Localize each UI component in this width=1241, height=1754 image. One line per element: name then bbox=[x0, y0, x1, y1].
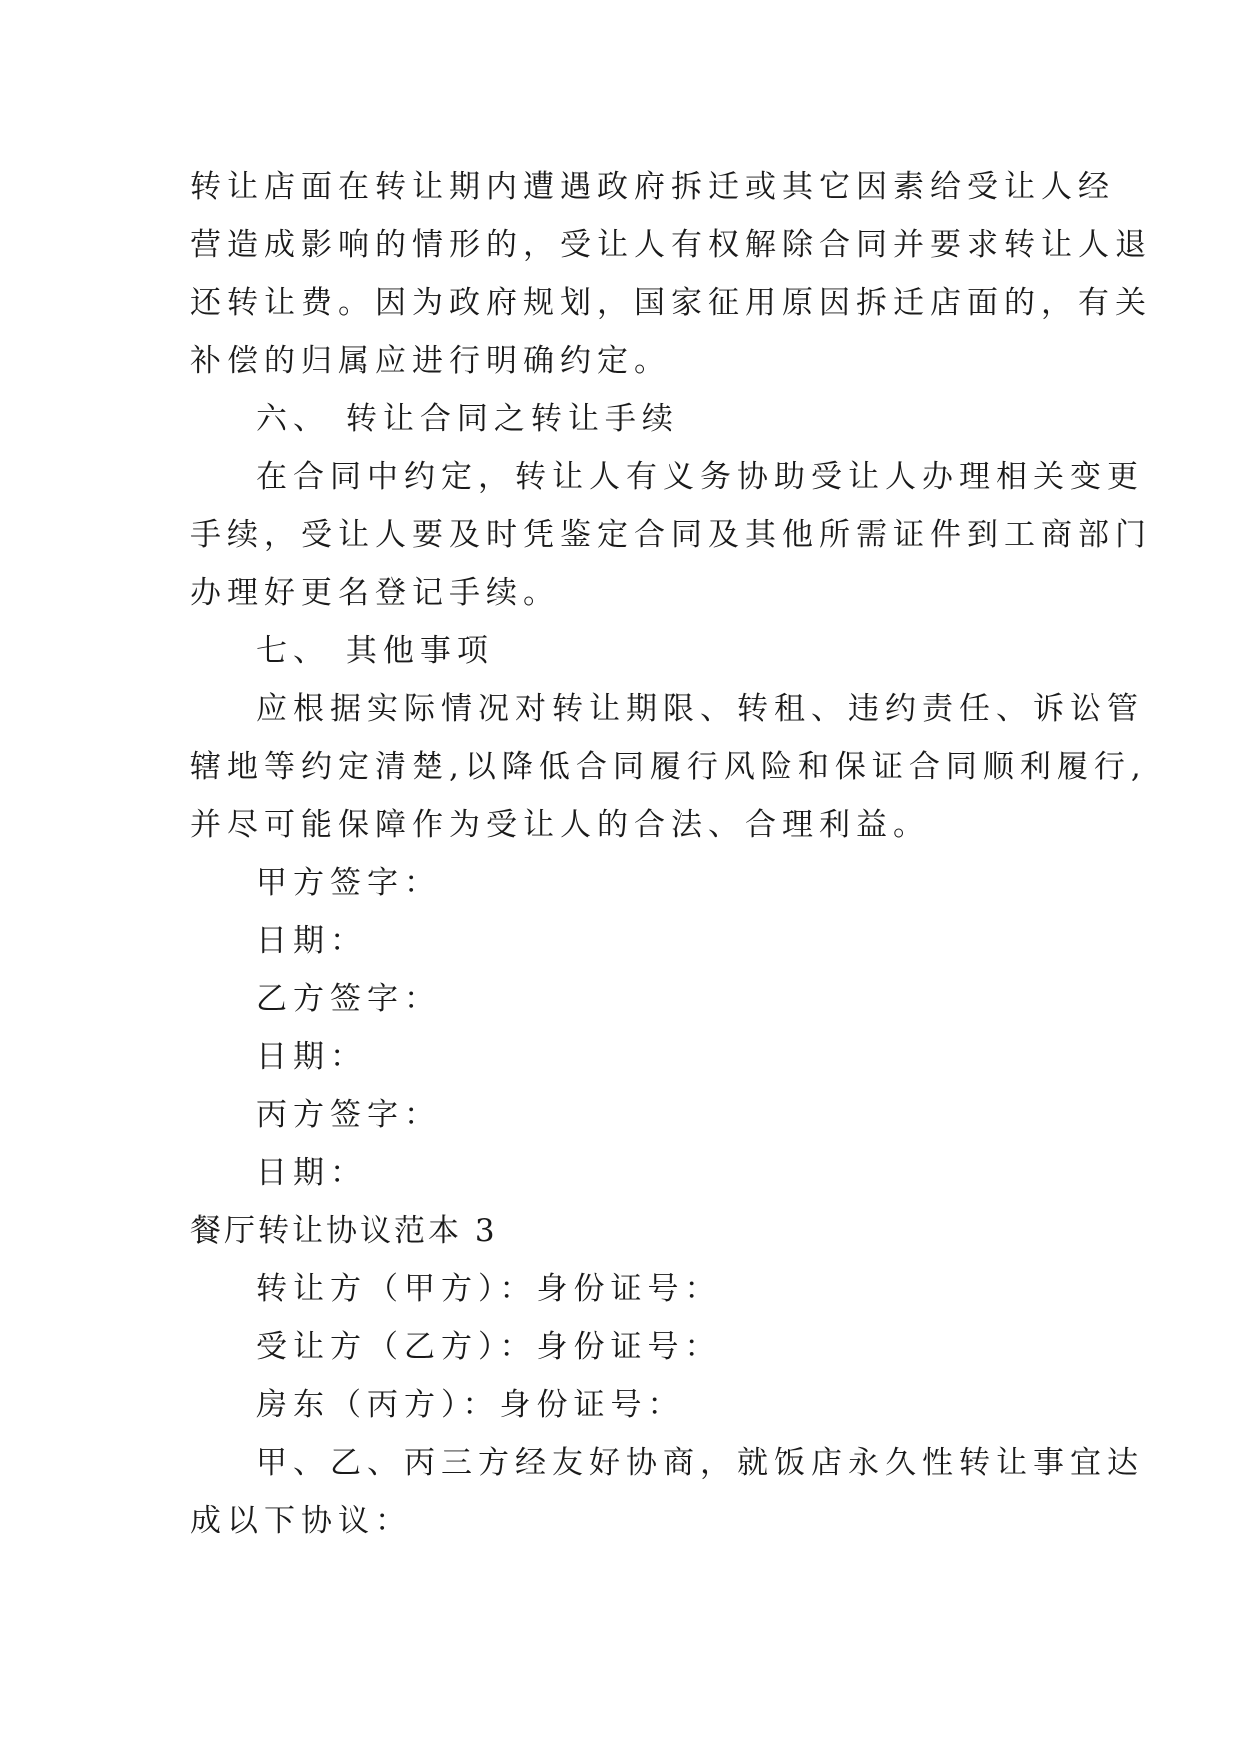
paragraph-line: 还转让费。因为政府规划，国家征用原因拆迁店面的，有关 bbox=[190, 285, 1152, 321]
template-title: 餐厅转让协议范本 3 bbox=[190, 1213, 498, 1249]
party-a-signature: 甲方签字： bbox=[256, 865, 441, 901]
paragraph-line: 辖地等约定清楚,以降低合同履行风险和保证合同顺利履行, bbox=[190, 749, 1147, 785]
document-page bbox=[190, 158, 1152, 1550]
party-c-date: 日期： bbox=[256, 1155, 367, 1191]
party-b-signature: 乙方签字： bbox=[256, 981, 441, 1017]
paragraph-line: 在合同中约定，转让人有义务协助受让人办理相关变更 bbox=[256, 459, 1144, 495]
transferor-field: 转让方（甲方）：身份证号： bbox=[256, 1271, 722, 1307]
paragraph-line: 营造成影响的情形的，受让人有权解除合同并要求转让人退 bbox=[190, 227, 1152, 263]
paragraph-line: 转让店面在转让期内遭遇政府拆迁或其它因素给受让人经 bbox=[190, 169, 1115, 205]
paragraph-line: 应根据实际情况对转让期限、转租、违约责任、诉讼管 bbox=[256, 691, 1144, 727]
landlord-field: 房东（丙方）：身份证号： bbox=[256, 1387, 685, 1423]
section-heading-six: 六、 转让合同之转让手续 bbox=[256, 401, 679, 437]
paragraph-line: 办理好更名登记手续。 bbox=[190, 575, 560, 611]
paragraph-line: 手续，受让人要及时凭鉴定合同及其他所需证件到工商部门 bbox=[190, 517, 1152, 553]
party-b-date: 日期： bbox=[256, 1039, 367, 1075]
party-c-signature: 丙方签字： bbox=[256, 1097, 441, 1133]
paragraph-line: 并尽可能保障作为受让人的合法、合理利益。 bbox=[190, 807, 930, 843]
paragraph-line: 成以下协议： bbox=[190, 1503, 412, 1539]
paragraph-line: 补偿的归属应进行明确约定。 bbox=[190, 343, 671, 379]
party-a-date: 日期： bbox=[256, 923, 367, 959]
section-heading-seven: 七、 其他事项 bbox=[256, 633, 494, 669]
paragraph-line: 甲、乙、丙三方经友好协商，就饭店永久性转让事宜达 bbox=[256, 1445, 1144, 1481]
transferee-field: 受让方（乙方）：身份证号： bbox=[256, 1329, 722, 1365]
